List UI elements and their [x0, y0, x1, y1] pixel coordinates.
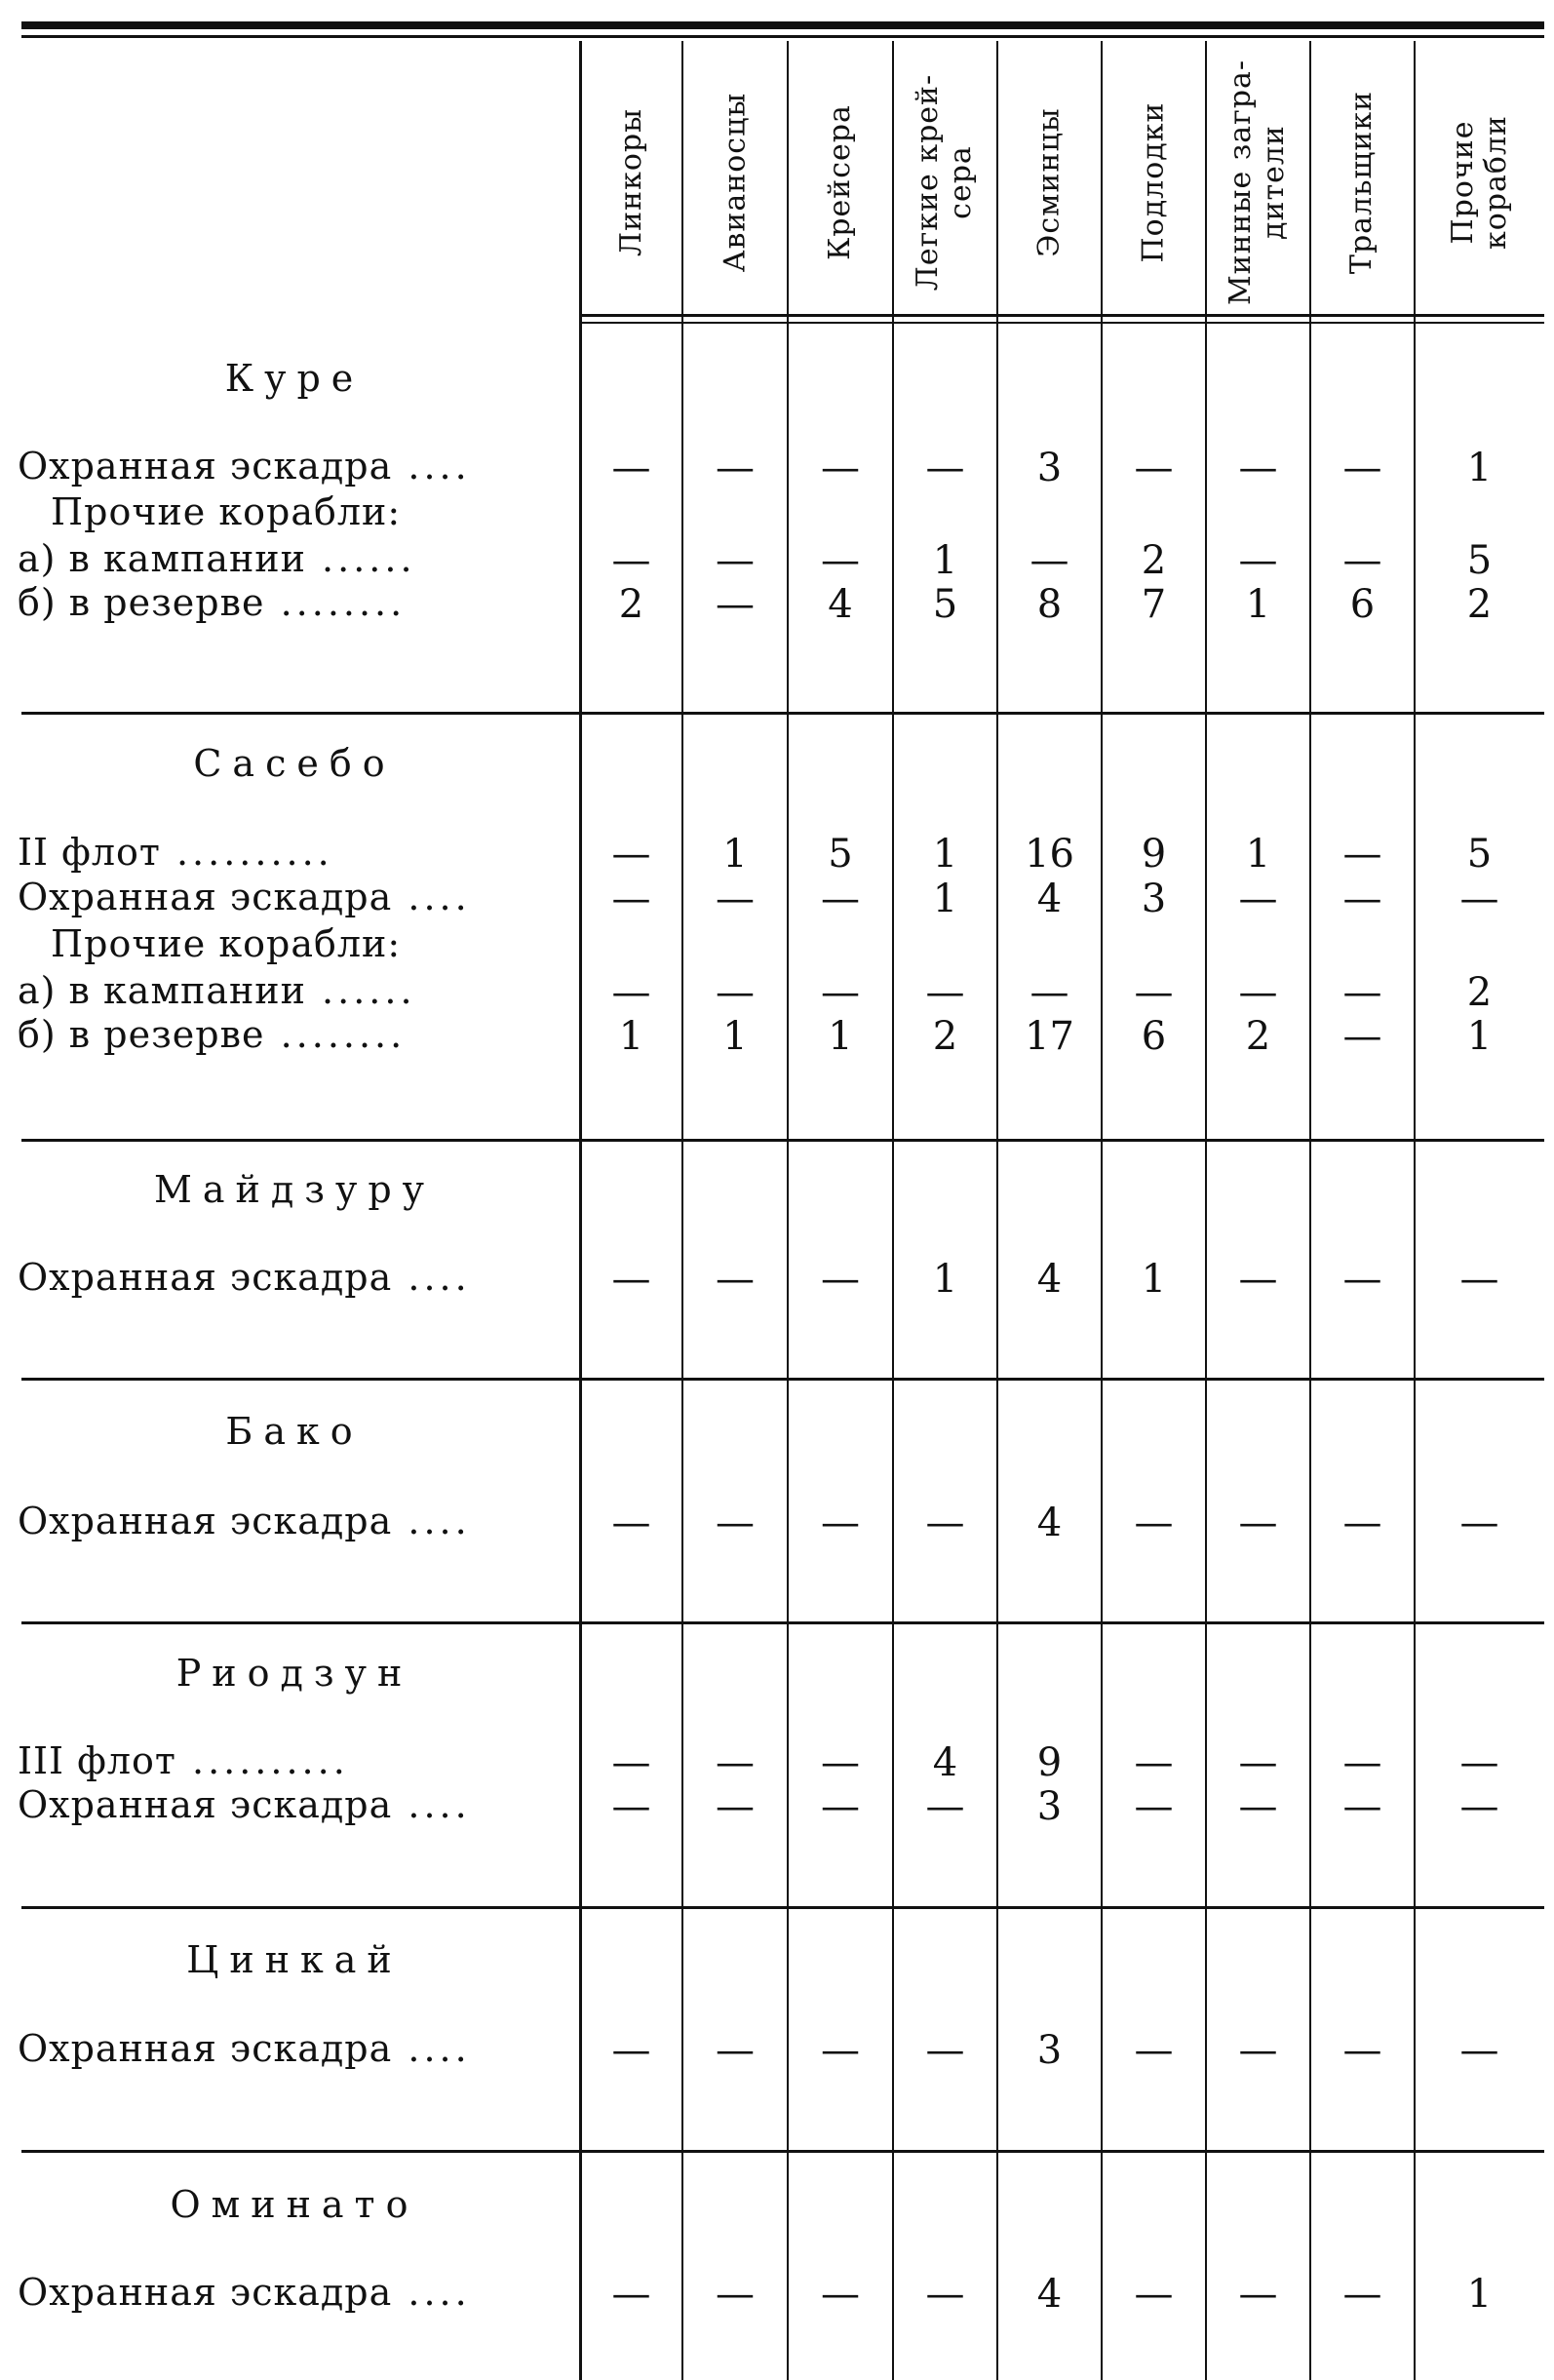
table-cell-legkie_kreysera: — — [925, 2272, 965, 2317]
table-cell-podlodki: — — [1134, 1784, 1174, 1829]
table-cell-podlodki: — — [1134, 2272, 1174, 2317]
leader-dots: .... — [392, 1500, 471, 1542]
table-cell-linkory: — — [611, 1501, 651, 1545]
column-header-label: Крейсера — [823, 104, 858, 260]
table-cell-avianoscy: — — [716, 2272, 755, 2317]
table-cell-kreysera: 4 — [828, 582, 853, 627]
table-cell-legkie_kreysera: 1 — [932, 877, 958, 921]
table-cell-tralshchiki: — — [1342, 1501, 1382, 1545]
column-header-label: Легкие крей- сера — [911, 73, 979, 292]
table-cell-podlodki: 1 — [1141, 1257, 1167, 1302]
port-name: Риодзун — [175, 1652, 413, 1695]
row-label-text: III флот — [18, 1739, 176, 1782]
table-cell-linkory: 2 — [618, 582, 644, 627]
table-cell-avianoscy: — — [716, 582, 755, 627]
row-label — [18, 1013, 578, 1056]
table-cell-tralshchiki: — — [1342, 832, 1382, 877]
section-divider — [21, 1906, 1544, 1909]
table-cell-esmincy: — — [1030, 970, 1069, 1015]
table-cell-tralshchiki: — — [1342, 877, 1382, 921]
table-cell-linkory: — — [611, 2028, 651, 2073]
table-cell-linkory: — — [611, 970, 651, 1015]
table-cell-minnye_zagraditeli: — — [1238, 2272, 1278, 2317]
row-label — [51, 490, 611, 533]
table-cell-podlodki: 7 — [1141, 582, 1167, 627]
table-cell-avianoscy: — — [716, 1740, 755, 1785]
table-cell-minnye_zagraditeli: — — [1238, 2028, 1278, 2073]
table-cell-minnye_zagraditeli: 2 — [1245, 1014, 1271, 1059]
table-cell-linkory: — — [611, 2272, 651, 2317]
table-cell-minnye_zagraditeli: 1 — [1245, 832, 1271, 877]
table-cell-podlodki: 9 — [1141, 832, 1167, 877]
table-cell-esmincy: 8 — [1036, 582, 1063, 627]
table-cell-tralshchiki: — — [1342, 1257, 1382, 1302]
table-cell-kreysera: — — [821, 970, 860, 1015]
row-label — [18, 445, 578, 488]
top-rule-thin — [21, 35, 1544, 38]
leader-dots: ...... — [305, 537, 416, 580]
table-cell-kreysera: — — [821, 1257, 860, 1302]
section-divider — [21, 1621, 1544, 1624]
table-cell-esmincy: 4 — [1036, 1257, 1063, 1302]
top-rule-thick — [21, 21, 1544, 29]
leader-dots: ........ — [264, 581, 407, 624]
table-cell-tralshchiki: — — [1342, 1784, 1382, 1829]
table-cell-kreysera: — — [821, 446, 860, 490]
column-header-label: Линкоры — [613, 108, 648, 256]
table-cell-minnye_zagraditeli: — — [1238, 970, 1278, 1015]
row-label — [18, 1500, 578, 1542]
column-header-label: Минные загра- дители — [1224, 59, 1292, 306]
row-label — [18, 1739, 578, 1782]
table-cell-tralshchiki: — — [1342, 446, 1382, 490]
table-cell-linkory: — — [611, 1784, 651, 1829]
column-header-label: Эсминцы — [1031, 107, 1067, 257]
table-cell-esmincy: 16 — [1025, 832, 1074, 877]
table-cell-esmincy: 17 — [1025, 1014, 1074, 1059]
table-cell-tralshchiki: — — [1342, 2272, 1382, 2317]
table-cell-podlodki: — — [1134, 2028, 1174, 2073]
table-cell-minnye_zagraditeli: — — [1238, 1257, 1278, 1302]
table-cell-avianoscy: — — [716, 1257, 755, 1302]
table-cell-legkie_kreysera: — — [925, 1784, 965, 1829]
row-label-text: II флот — [18, 831, 161, 874]
table-cell-legkie_kreysera: — — [925, 446, 965, 490]
table-cell-esmincy: — — [1030, 538, 1069, 583]
column-header-esmincy — [997, 60, 1102, 304]
table-cell-legkie_kreysera: 5 — [932, 582, 958, 627]
row-label-text: Охранная эскадра — [18, 1256, 393, 1299]
table-cell-kreysera: — — [821, 538, 860, 583]
column-header-avianoscy — [682, 60, 788, 304]
table-cell-esmincy: 3 — [1036, 2028, 1063, 2073]
table-cell-avianoscy: — — [716, 1501, 755, 1545]
row-label-text: Охранная эскадра — [18, 1500, 393, 1542]
section-divider — [21, 1139, 1544, 1142]
table-cell-minnye_zagraditeli: — — [1238, 538, 1278, 583]
table-cell-legkie_kreysera: — — [925, 970, 965, 1015]
row-label-text: Охранная эскадра — [18, 876, 393, 918]
table-cell-prochie_korabli: 1 — [1466, 1014, 1493, 1059]
table-cell-minnye_zagraditeli: — — [1238, 1501, 1278, 1545]
table-cell-minnye_zagraditeli: — — [1238, 446, 1278, 490]
table-cell-tralshchiki: — — [1342, 970, 1382, 1015]
header-underline — [580, 314, 1544, 317]
table-cell-kreysera: — — [821, 2272, 860, 2317]
table-cell-avianoscy: — — [716, 538, 755, 583]
leader-dots: ...... — [305, 969, 416, 1012]
column-header-prochie_korabli — [1415, 60, 1544, 304]
table-cell-podlodki: — — [1134, 1740, 1174, 1785]
table-cell-prochie_korabli: 2 — [1466, 970, 1493, 1015]
table-cell-esmincy: 3 — [1036, 1784, 1063, 1829]
row-label-text: Охранная эскадра — [18, 445, 393, 488]
table-cell-linkory: — — [611, 1257, 651, 1302]
column-header-minnye_zagraditeli — [1206, 60, 1310, 304]
table-cell-prochie_korabli: 5 — [1466, 538, 1493, 583]
column-rule — [1309, 41, 1311, 2380]
table-cell-esmincy: 9 — [1036, 1740, 1063, 1785]
table-cell-kreysera: — — [821, 1784, 860, 1829]
table-cell-prochie_korabli: — — [1459, 1501, 1499, 1545]
row-label — [18, 876, 578, 918]
column-header-tralshchiki — [1310, 60, 1415, 304]
table-cell-avianoscy: 1 — [722, 1014, 748, 1059]
row-label — [18, 537, 578, 580]
table-cell-tralshchiki: — — [1342, 538, 1382, 583]
leader-dots: ........ — [264, 1013, 407, 1056]
table-cell-podlodki: 3 — [1141, 877, 1167, 921]
table-cell-prochie_korabli: — — [1459, 2028, 1499, 2073]
table-cell-legkie_kreysera: 1 — [932, 832, 958, 877]
row-label — [18, 1256, 578, 1299]
row-label — [18, 2271, 578, 2314]
leader-dots: .... — [392, 2027, 471, 2070]
row-label-text: Охранная эскадра — [18, 2027, 393, 2070]
column-header-label: Прочие корабли — [1445, 114, 1513, 251]
column-rule — [1101, 41, 1103, 2380]
leader-dots: .... — [392, 2271, 471, 2314]
table-cell-avianoscy: — — [716, 1784, 755, 1829]
table-cell-kreysera: — — [821, 877, 860, 921]
leader-dots: .... — [392, 1783, 471, 1826]
table-cell-kreysera: 5 — [828, 832, 853, 877]
row-label-text: Охранная эскадра — [18, 2271, 393, 2314]
table-cell-prochie_korabli: 5 — [1466, 832, 1493, 877]
leader-dots: .... — [392, 1256, 471, 1299]
table-cell-tralshchiki: — — [1342, 1740, 1382, 1785]
table-cell-podlodki: 2 — [1141, 538, 1167, 583]
table-cell-linkory: — — [611, 446, 651, 490]
table-cell-linkory: — — [611, 877, 651, 921]
column-header-podlodki — [1102, 60, 1206, 304]
row-label — [51, 922, 611, 965]
section-divider — [21, 2150, 1544, 2153]
leader-dots: .... — [392, 445, 471, 488]
port-name: Цинкай — [186, 1938, 403, 1981]
table-cell-minnye_zagraditeli: — — [1238, 877, 1278, 921]
table-cell-prochie_korabli: — — [1459, 1740, 1499, 1785]
table-cell-esmincy: 4 — [1036, 877, 1063, 921]
section-divider — [21, 712, 1544, 715]
row-label-text: Прочие корабли: — [51, 490, 402, 533]
table-cell-prochie_korabli: — — [1459, 877, 1499, 921]
table-cell-avianoscy: — — [716, 2028, 755, 2073]
port-name: Майдзуру — [153, 1168, 436, 1211]
column-rule — [787, 41, 789, 2380]
row-label-text: Прочие корабли: — [51, 922, 402, 965]
table-cell-linkory: 1 — [618, 1014, 644, 1059]
table-cell-minnye_zagraditeli: — — [1238, 1784, 1278, 1829]
table-cell-podlodki: — — [1134, 1501, 1174, 1545]
table-cell-linkory: — — [611, 538, 651, 583]
leader-dots: .......... — [160, 831, 333, 874]
table-cell-legkie_kreysera: 2 — [932, 1014, 958, 1059]
table-cell-prochie_korabli: 2 — [1466, 582, 1493, 627]
table-cell-linkory: — — [611, 1740, 651, 1785]
table-cell-minnye_zagraditeli: — — [1238, 1740, 1278, 1785]
table-cell-tralshchiki: 6 — [1349, 582, 1376, 627]
column-rule — [892, 41, 894, 2380]
row-label — [18, 831, 578, 874]
column-header-kreysera — [788, 60, 893, 304]
table-cell-avianoscy: — — [716, 877, 755, 921]
row-label-text: б) в резерве — [18, 581, 265, 624]
row-label-text: б) в резерве — [18, 1013, 265, 1056]
table-cell-prochie_korabli: 1 — [1466, 446, 1493, 490]
table-cell-legkie_kreysera: — — [925, 1501, 965, 1545]
table-cell-linkory: — — [611, 832, 651, 877]
table-cell-legkie_kreysera: 4 — [932, 1740, 958, 1785]
column-header-linkory — [580, 60, 682, 304]
table-cell-prochie_korabli: — — [1459, 1257, 1499, 1302]
table-cell-kreysera: 1 — [828, 1014, 853, 1059]
column-header-label: Тральщики — [1344, 90, 1379, 275]
table-cell-esmincy: 3 — [1036, 446, 1063, 490]
column-header-label: Авианосцы — [718, 92, 752, 273]
row-label — [18, 1783, 578, 1826]
port-name: Оминато — [170, 2183, 419, 2226]
table-cell-esmincy: 4 — [1036, 1501, 1063, 1545]
leader-dots: .......... — [175, 1739, 349, 1782]
port-name: Бако — [225, 1410, 364, 1453]
table-cell-kreysera: — — [821, 1501, 860, 1545]
port-name: Куре — [224, 357, 365, 400]
table-cell-avianoscy: — — [716, 446, 755, 490]
table-cell-minnye_zagraditeli: 1 — [1245, 582, 1271, 627]
table-cell-tralshchiki: — — [1342, 2028, 1382, 2073]
table-cell-avianoscy: — — [716, 970, 755, 1015]
column-rule — [996, 41, 998, 2380]
row-label-text: а) в кампании — [18, 537, 306, 580]
row-label — [18, 581, 578, 624]
column-header-label: Подлодки — [1136, 101, 1171, 263]
leader-dots: .... — [392, 876, 471, 918]
column-rule — [1414, 41, 1416, 2380]
table-cell-kreysera: — — [821, 1740, 860, 1785]
section-divider — [21, 1378, 1544, 1381]
row-label-text: Охранная эскадра — [18, 1783, 393, 1826]
table-cell-legkie_kreysera: 1 — [932, 538, 958, 583]
column-header-legkie_kreysera — [893, 60, 997, 304]
table-cell-esmincy: 4 — [1036, 2272, 1063, 2317]
column-rule — [681, 41, 683, 2380]
table-cell-avianoscy: 1 — [722, 832, 748, 877]
column-rule — [1205, 41, 1207, 2380]
table-cell-legkie_kreysera: — — [925, 2028, 965, 2073]
row-label — [18, 969, 578, 1012]
table-cell-prochie_korabli: 1 — [1466, 2272, 1493, 2317]
table-cell-kreysera: — — [821, 2028, 860, 2073]
table-cell-podlodki: — — [1134, 446, 1174, 490]
table-cell-legkie_kreysera: 1 — [932, 1257, 958, 1302]
table-cell-podlodki: 6 — [1141, 1014, 1167, 1059]
table-cell-prochie_korabli: — — [1459, 1784, 1499, 1829]
row-label-text: а) в кампании — [18, 969, 306, 1012]
table-cell-podlodki: — — [1134, 970, 1174, 1015]
table-cell-tralshchiki: — — [1342, 1014, 1382, 1059]
row-label — [18, 2027, 578, 2070]
header-underline-2 — [580, 322, 1544, 324]
port-name: Сасебо — [193, 742, 396, 785]
